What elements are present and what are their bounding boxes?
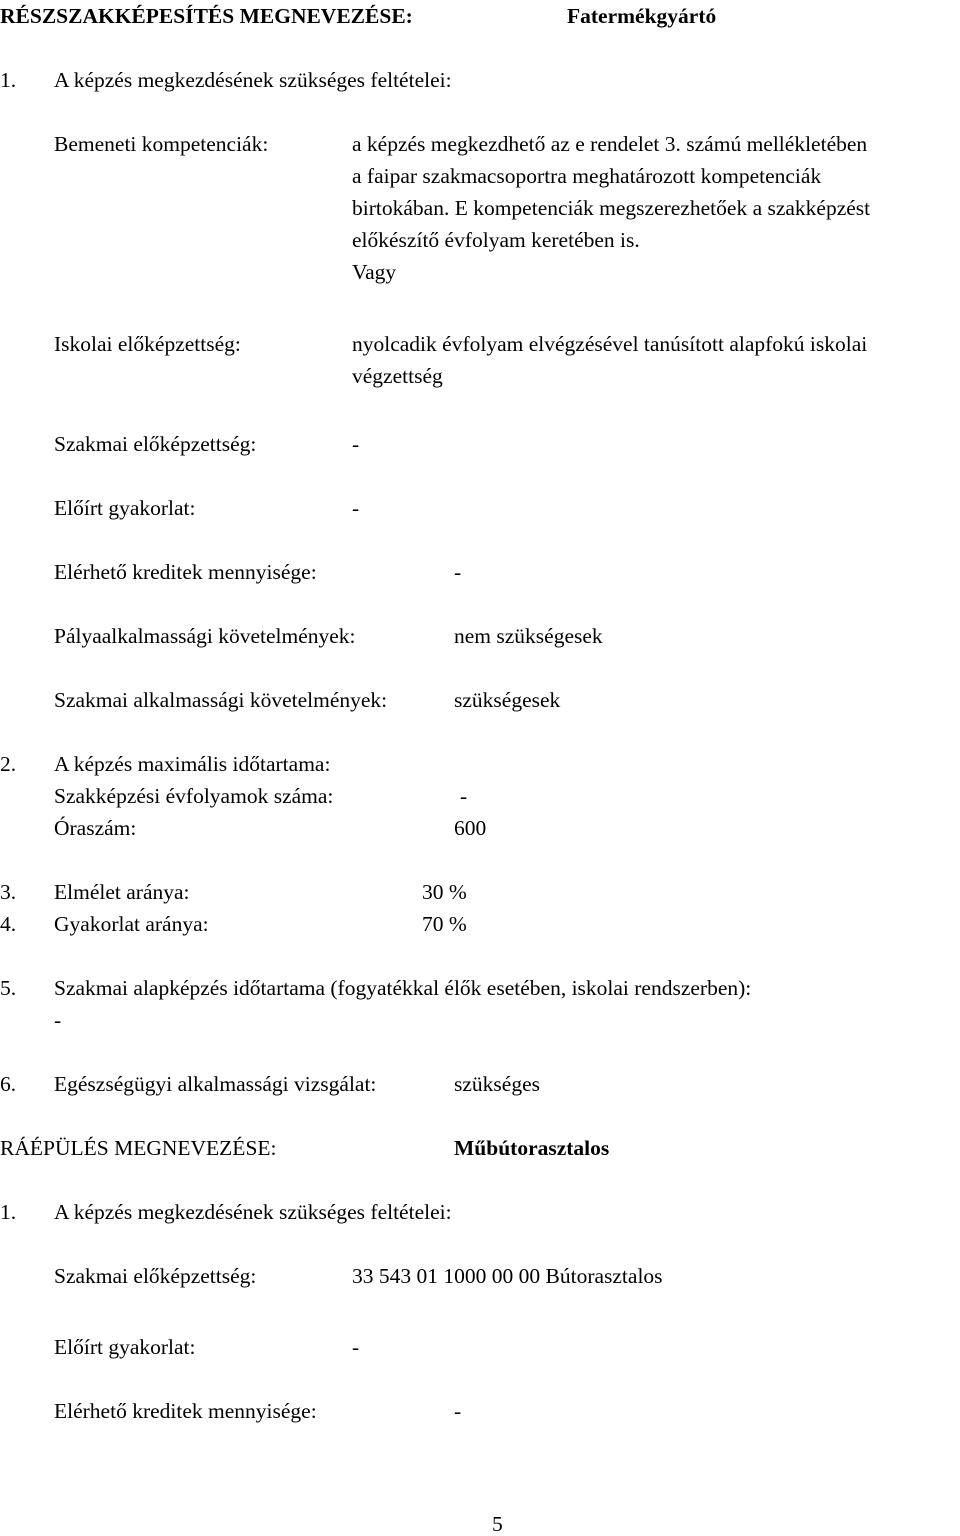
- raepules-value: Műbútorasztalos: [454, 1136, 610, 1160]
- section1b-szakmai-label: Szakmai előképzettség:: [54, 1264, 257, 1288]
- egeszsegugyi-value: szükséges: [454, 1072, 540, 1096]
- iskolai-label: Iskolai előképzettség:: [54, 332, 241, 356]
- section6-number: 6.: [0, 1072, 17, 1096]
- eloirt-gyakorlat-label: Előírt gyakorlat:: [54, 496, 196, 520]
- page-number: 5: [492, 1512, 503, 1536]
- alapkepzes-value: -: [54, 1008, 62, 1032]
- section2-number: 2.: [0, 752, 17, 776]
- section1b-number: 1.: [0, 1200, 17, 1224]
- palyaalkalmassagi-value: nem szükségesek: [454, 624, 603, 648]
- alapkepzes-label: Szakmai alapképzés időtartama (fogyatékkal élők esetében, iskolai rendszerben):: [54, 976, 752, 1000]
- szakmai-elokepzettseg-label: Szakmai előképzettség:: [54, 432, 257, 456]
- bemeneti-line-5: Vagy: [352, 260, 397, 284]
- section4-number: 4.: [0, 912, 17, 936]
- szakmai-alkalmassagi-value: szükségesek: [454, 688, 561, 712]
- raepules-label: RÁÉPÜLÉS MEGNEVEZÉSE:: [0, 1136, 277, 1160]
- section1b-kreditek-label: Elérhető kreditek mennyisége:: [54, 1399, 317, 1423]
- section1b-szakmai-value: 33 543 01 1000 00 00 Bútorasztalos: [352, 1264, 663, 1288]
- gyakorlat-label: Gyakorlat aránya:: [54, 912, 209, 936]
- kreditek-label: Elérhető kreditek mennyisége:: [54, 560, 317, 584]
- evfolyamok-value: -: [460, 784, 468, 808]
- header-label: RÉSZSZAKKÉPESÍTÉS MEGNEVEZÉSE:: [0, 4, 413, 28]
- iskolai-line-1: nyolcadik évfolyam elvégzésével tanúsított alapfokú iskolai: [352, 332, 868, 356]
- oraszam-value: 600: [454, 816, 487, 840]
- section1b-eloirt-label: Előírt gyakorlat:: [54, 1335, 196, 1359]
- section1b-eloirt-value: -: [352, 1335, 360, 1359]
- oraszam-label: Óraszám:: [54, 816, 137, 840]
- kreditek-value: -: [454, 560, 462, 584]
- bemeneti-line-2: a faipar szakmacsoportra meghatározott kompetenciák: [352, 164, 822, 188]
- section5-number: 5.: [0, 976, 17, 1000]
- section3-number: 3.: [0, 880, 17, 904]
- section2-title: A képzés maximális időtartama:: [54, 752, 331, 776]
- szakmai-elokepzettseg-value: -: [352, 432, 360, 456]
- bemeneti-line-1: a képzés megkezdhető az e rendelet 3. számú mellékletében: [352, 132, 868, 156]
- egeszsegugyi-label: Egészségügyi alkalmassági vizsgálat:: [54, 1072, 377, 1096]
- bemeneti-label: Bemeneti kompetenciák:: [54, 132, 269, 156]
- section1-title: A képzés megkezdésének szükséges feltételei:: [54, 68, 452, 92]
- header-value: Fatermékgyártó: [567, 4, 717, 28]
- bemeneti-line-3: birtokában. E kompetenciák megszerezhetőek a szakképzést: [352, 196, 871, 220]
- gyakorlat-value: 70 %: [422, 912, 467, 936]
- szakmai-alkalmassagi-label: Szakmai alkalmassági követelmények:: [54, 688, 388, 712]
- iskolai-line-2: végzettség: [352, 364, 443, 388]
- evfolyamok-label: Szakképzési évfolyamok száma:: [54, 784, 334, 808]
- palyaalkalmassagi-label: Pályaalkalmassági követelmények:: [54, 624, 356, 648]
- elmelet-value: 30 %: [422, 880, 467, 904]
- section1b-title: A képzés megkezdésének szükséges feltételei:: [54, 1200, 452, 1224]
- bemeneti-line-4: előkészítő évfolyam keretében is.: [352, 228, 640, 252]
- elmelet-label: Elmélet aránya:: [54, 880, 190, 904]
- section1-number: 1.: [0, 68, 17, 92]
- section1b-kreditek-value: -: [454, 1399, 462, 1423]
- eloirt-gyakorlat-value: -: [352, 496, 360, 520]
